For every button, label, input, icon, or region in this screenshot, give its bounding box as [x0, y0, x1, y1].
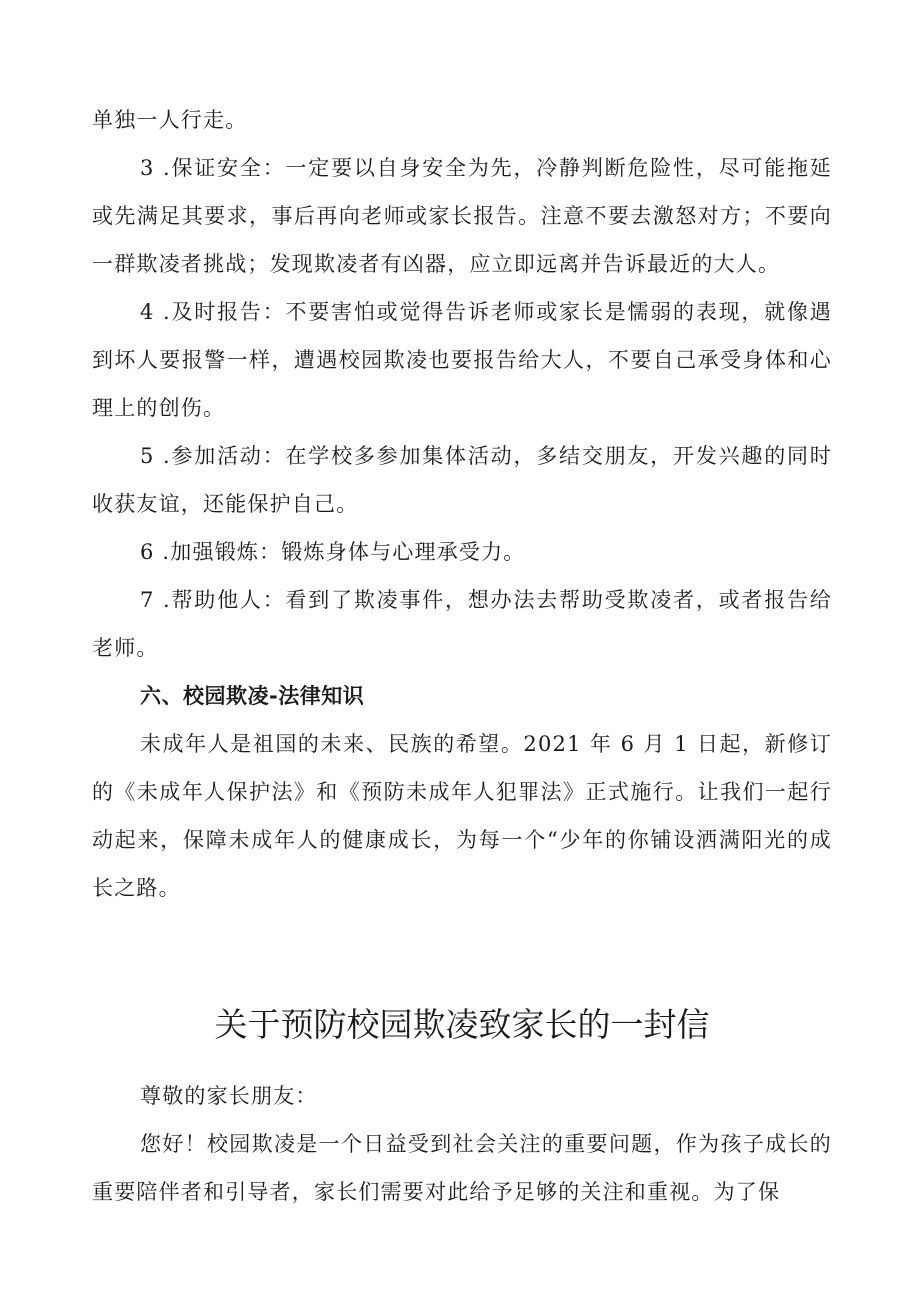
- letter-salutation: 尊敬的家长朋友：: [140, 1084, 318, 1108]
- law-paragraph: 未成年人是祖国的未来、民族的希望。2021 年 6 月 1 日起，新修订的《未成年人保护法》和《预防未成年人犯罪法》正式施行。让我们一起行动起来，保障未成年人的健康成长，为每一个“少年的你铺设洒满阳光的成长之路。: [92, 732, 832, 900]
- tip-paragraph-safety: 3 .保证安全：一定要以自身安全为先，冷静判断危险性，尽可能拖延或先满足其要求，事后再向老师或家长报告。注意不要去激怒对方；不要向一群欺凌者挑战；发现欺凌者有凶器，应立即远离并告诉最近的大人。: [92, 156, 832, 276]
- letter-body-paragraph: 您好！校园欺凌是一个日益受到社会关注的重要问题，作为孩子成长的重要陪伴者和引导者，家长们需要对此给予足够的关注和重视。为了保: [92, 1132, 832, 1204]
- tip-paragraph-activities: 5 .参加活动：在学校多参加集体活动，多结交朋友，开发兴趣的同时收获友谊，还能保护自己。: [92, 444, 832, 516]
- section-heading-law: 六、校园欺凌-法律知识: [140, 684, 365, 708]
- tip-paragraph-exercise: 6 .加强锻炼：锻炼身体与心理承受力。: [140, 540, 526, 564]
- tip-paragraph-report: 4 .及时报告：不要害怕或觉得告诉老师或家长是懦弱的表现，就像遇到坏人要报警一样，遭遇校园欺凌也要报告给大人，不要自己承受身体和心理上的创伤。: [92, 300, 832, 420]
- continuation-paragraph: 单独一人行走。: [92, 108, 248, 132]
- tip-paragraph-help-others: 7 .帮助他人：看到了欺凌事件，想办法去帮助受欺凌者，或者报告给老师。: [92, 588, 832, 660]
- letter-title: 关于预防校园欺凌致家长的一封信: [214, 1005, 710, 1044]
- document-page: [92, 96, 832, 1216]
